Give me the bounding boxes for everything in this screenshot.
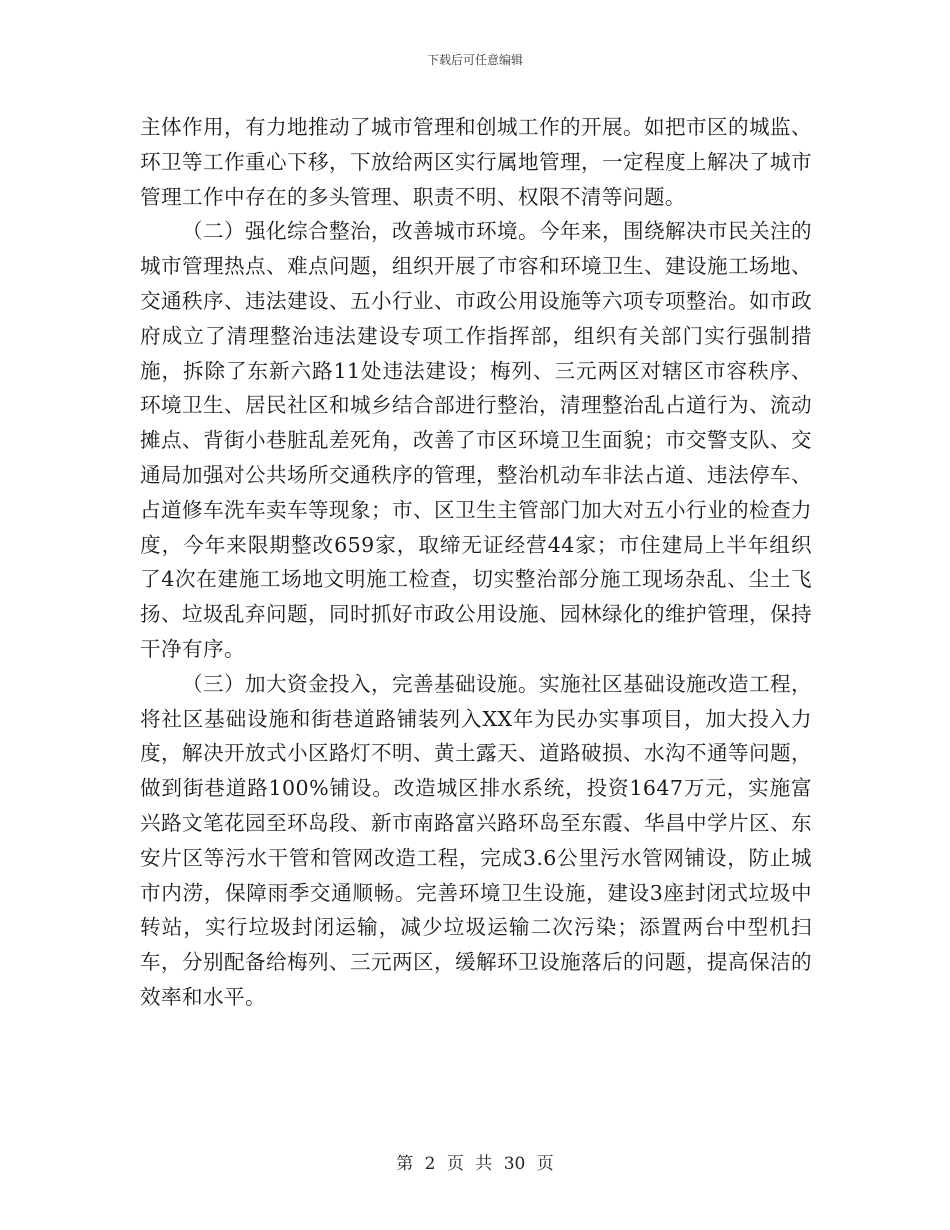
paragraph-1: 主体作用，有力地推动了城市管理和创城工作的开展。如把市区的城监、环卫等工作重心下移，下放给两区实行属地管理，一定程度上解决了城市管理工作中存在的多头管理、职责不明、权限不清等问题。: [140, 115, 812, 209]
paragraph-3: （三）加大资金投入，完善基础设施。实施社区基础设施改造工程，将社区基础设施和街巷道路铺装列入XX年为民办实事项目，加大投入力度，解决开放式小区路灯不明、黄土露天、道路破损、水沟不通等问题，做到街巷道路100%铺设。改造城区排水系统，投资1647万元，实施富兴路文笔花园至环岛段、新市南路富兴路环岛至东霞、华昌中学片区、东安片区等污水干管和管网改造工程，完成3.6公里污水管网铺设，防止城市内涝，保障雨季交通顺畅。完善环境卫生设施，建设3座封闭式垃圾中转站，实行垃圾封闭运输，减少垃圾运输二次污染；添置两台中型机扫车，分别配备给梅列、三元两区，缓解环卫设施落后的问题，提高保洁的效率和水平。: [140, 671, 812, 1009]
page-footer: 第 2 页 共 30 页: [396, 1154, 554, 1174]
document-body: [140, 110, 812, 1015]
page-header: 下载后可任意编辑: [426, 53, 523, 67]
paragraph-2: （二）强化综合整治，改善城市环境。今年来，围绕解决市民关注的城市管理热点、难点问题，组织开展了市容和环境卫生、建设施工场地、交通秩序、违法建设、五小行业、市政公用设施等六项专项整治。如市政府成立了清理整治违法建设专项工作指挥部，组织有关部门实行强制措施，拆除了东新六路11处违法建设；梅列、三元两区对辖区市容秩序、环境卫生、居民社区和城乡结合部进行整治，清理整治乱占道行为、流动摊点、背街小巷脏乱差死角，改善了市区环境卫生面貌；市交警支队、交通局加强对公共场所交通秩序的管理，整治机动车非法占道、违法停车、占道修车洗车卖车等现象；市、区卫生主管部门加大对五小行业的检查力度，今年来限期整改659家，取缔无证经营44家；市住建局上半年组织了4次在建施工场地文明施工检查，切实整治部分施工现场杂乱、尘土飞扬、垃圾乱弃问题，同时抓好市政公用设施、园林绿化的维护管理，保持干净有序。: [140, 219, 812, 661]
